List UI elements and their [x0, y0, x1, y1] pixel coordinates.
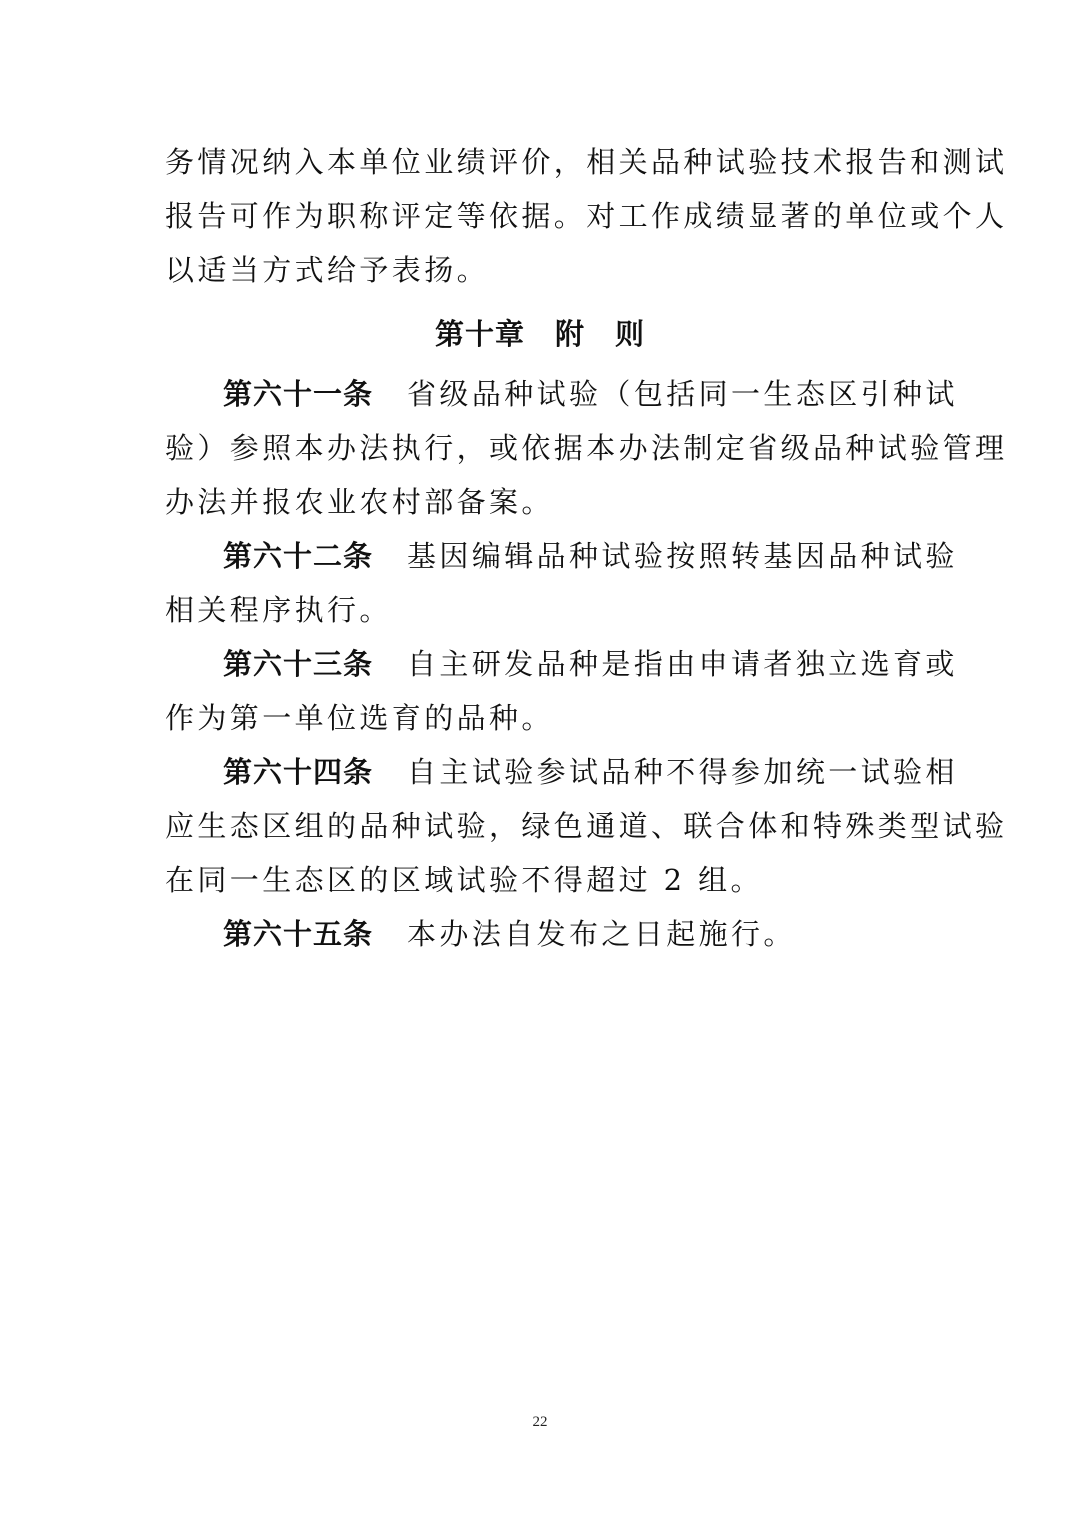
chapter-heading — [165, 307, 915, 361]
article-62 — [165, 529, 958, 583]
body-text-line: 务情况纳入本单位业绩评价，相关品种试验技术报告和测试 — [165, 145, 1008, 179]
article-text: 基因编辑品种试验按照转基因品种试验 — [407, 539, 958, 573]
article-text-line: 应生态区组的品种试验，绿色通道、联合体和特殊类型试验 — [165, 809, 1008, 843]
article-number: 第六十一条 — [223, 377, 374, 411]
article-text-line: 验）参照本办法执行，或依据本办法制定省级品种试验管理 — [165, 431, 1008, 465]
body-text-line: 报告可作为职称评定等依据。对工作成绩显著的单位或个人 — [165, 199, 1008, 233]
article-text-line: 办法并报农业农村部备案。 — [165, 485, 554, 519]
chapter-title: 附 则 — [555, 317, 646, 351]
article-text: 本办法自发布之日起施行。 — [407, 917, 796, 951]
article-61 — [165, 367, 958, 421]
body-text-line: 以适当方式给予表扬。 — [165, 253, 490, 287]
article-64 — [165, 745, 958, 799]
article-text-line: 作为第一单位选育的品种。 — [165, 701, 554, 735]
article-text-line: 相关程序执行。 — [165, 593, 392, 627]
article-text: 自主研发品种是指由申请者独立选育或 — [407, 647, 958, 681]
article-63 — [165, 637, 958, 691]
article-text: 省级品种试验（包括同一生态区引种试 — [407, 377, 958, 411]
chapter-number: 第十章 — [434, 317, 525, 351]
article-65 — [165, 907, 915, 961]
page-body — [165, 135, 1008, 961]
article-text: 自主试验参试品种不得参加统一试验相 — [407, 755, 958, 789]
article-number: 第六十二条 — [223, 539, 374, 573]
article-number: 第六十五条 — [223, 917, 374, 951]
article-text-line: 在同一生态区的区域试验不得超过 2 组。 — [165, 863, 763, 897]
article-number: 第六十四条 — [223, 755, 374, 789]
page-number: 22 — [532, 1414, 548, 1430]
article-number: 第六十三条 — [223, 647, 374, 681]
